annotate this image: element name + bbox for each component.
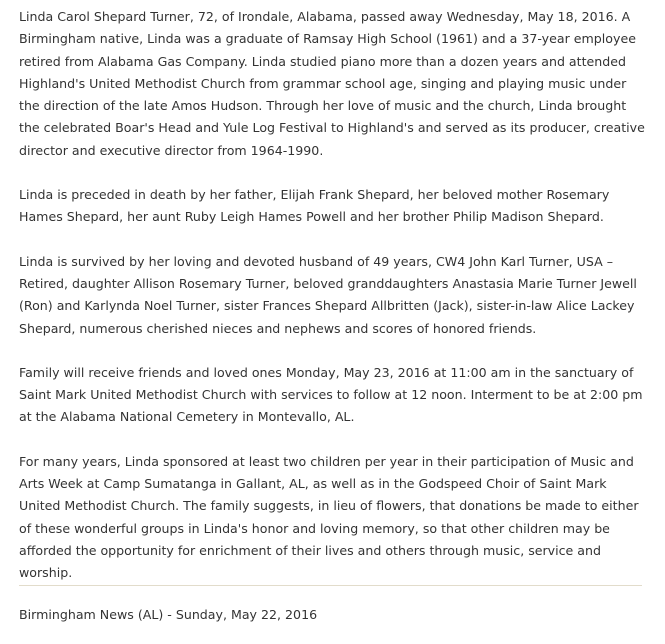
obituary-body [19,6,647,607]
publication-source: Birmingham News (AL) - Sunday, May 22, 2016 [19,607,318,622]
obituary-paragraph-preceded: Linda is preceded in death by her father, Elijah Frank Shepard, her beloved mother Rosemary Hames Shepard, her aunt Ruby Leigh Hames Powell and her brother Philip Madison Shepard. [19,187,610,225]
obituary-paragraph-memorials: For many years, Linda sponsored at least two children per year in their participation of Music and Arts Week at Camp Sumatanga in Gallant, AL, as well as in the Godspeed Choir of Saint Mark United Methodist Church. The family suggests, in lieu of flowers, that donations be made to either of these wonderful groups in Linda's honor and loving memory, so that other children may be afforded the opportunity for enrichment of their lives and others through music, service and worship. [19,453,639,581]
obituary-paragraph-intro: Linda Carol Shepard Turner, 72, of Irondale, Alabama, passed away Wednesday, May 18, 2016. A Birmingham native, Linda was a graduate of Ramsay High School (1961) and a 37-year employee retired from Alabama Gas Company. Linda studied piano more than a dozen years and attended Highland's United Methodist Church from grammar school age, singing and playing music under the direction of the late Amos Hudson. Through her love of music and the church, Linda brought the celebrated Boar's Head and Yule Log Festival to Highland's and served as its producer, creative director and executive director from 1964-1990. [19,9,645,158]
obituary-paragraph-survived: Linda is survived by her loving and devoted husband of 49 years, CW4 John Karl Turner, USA – Retired, daughter Allison Rosemary Turner, beloved granddaughters Anastasia Marie Turner Jewell (Ron) and Karlynda Noel Turner, sister Frances Shepard Allbritten (Jack), sister-in-law Alice Lackey Shepard, numerous cherished nieces and nephews and scores of honored friends. [19,253,637,336]
obituary-paragraph-services: Family will receive friends and loved ones Monday, May 23, 2016 at 11:00 am in the sanctuary of Saint Mark United Methodist Church with services to follow at 12 noon. Interment to be at 2:00 pm at the Alabama National Cemetery in Montevallo, AL. [19,364,643,425]
section-divider [19,585,642,586]
